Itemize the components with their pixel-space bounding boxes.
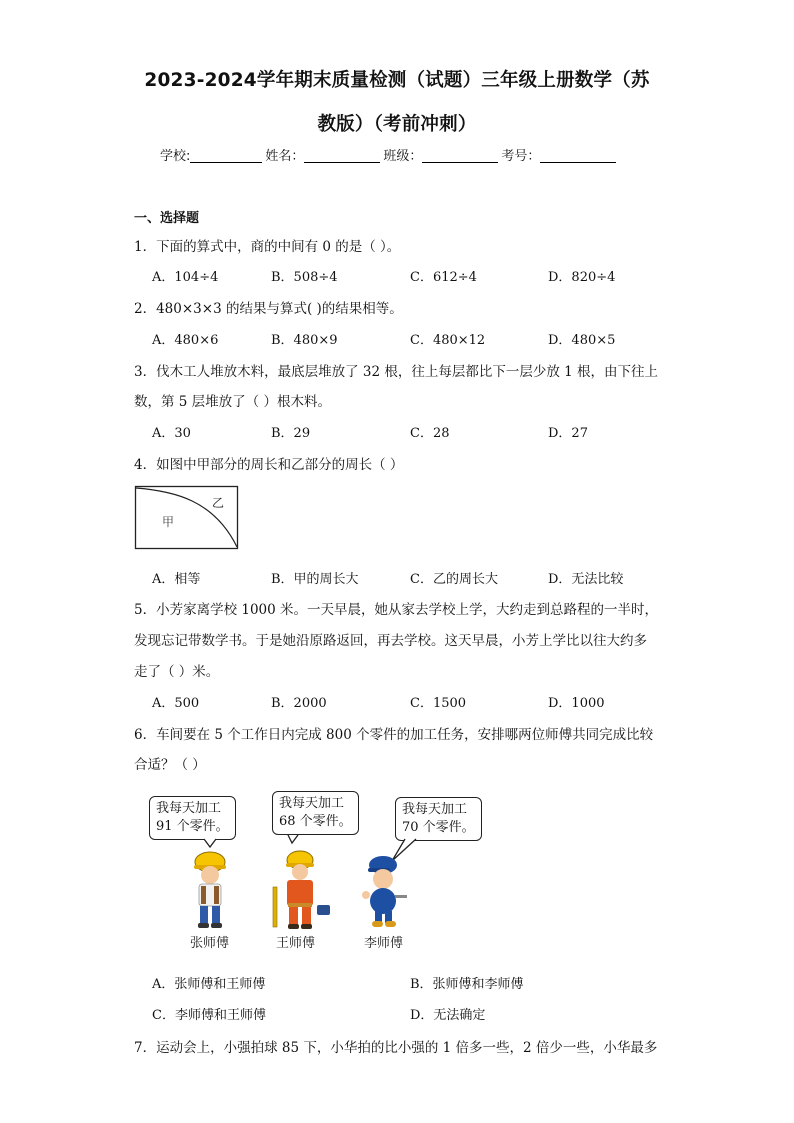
worker3-say-line1: 我每天加工: [402, 802, 468, 817]
worker2-icon: [273, 851, 330, 929]
student-info-row: [160, 145, 619, 164]
question-5-stem-line2: 发现忘记带数学书。于是她沿原路返回，再去学校。这天早晨，小芳上学比以往大约多: [134, 633, 647, 649]
worker2-speech-bubble: [272, 791, 359, 835]
q6-option-d: D．无法确定: [410, 1008, 486, 1023]
q1-option-b: B．508÷4: [271, 270, 338, 285]
q5-option-a: A．500: [152, 696, 200, 711]
section-title: 一、选择题: [134, 211, 200, 226]
bubble2-tail: [288, 835, 298, 843]
q6-option-a: A．张师傅和王师傅: [152, 977, 266, 992]
worker1-name: 张师傅: [190, 936, 230, 951]
bubble1-tail: [204, 839, 216, 847]
q2-option-c: C．480×12: [410, 333, 486, 348]
q3-option-a: A．30: [152, 426, 191, 441]
name-label: 姓名：: [265, 149, 305, 164]
q4-label-jia: 甲: [162, 515, 175, 529]
question-5-stem-line1: 5．小芳家离学校 1000 米。一天早晨，她从家去学校上学，大约走到总路程的一半时，: [134, 602, 659, 618]
q4-option-c: C．乙的周长大: [410, 572, 498, 587]
q2-option-a: A．480×6: [152, 333, 219, 348]
question-4-stem: 4．如图中甲部分的周长和乙部分的周长（ ）: [134, 457, 404, 473]
worker1-speech-bubble: [149, 796, 236, 840]
workers-illustration: [180, 835, 440, 935]
q1-option-d: D．820÷4: [548, 270, 616, 285]
q4-label-yi: 乙: [212, 496, 225, 510]
number-blank: [540, 148, 616, 163]
worker1-say-line2: 91 个零件。: [156, 819, 229, 834]
worker2-name: 王师傅: [276, 936, 316, 951]
q6-option-c: C．李师傅和王师傅: [152, 1008, 266, 1023]
bubble3-tail: [392, 839, 416, 861]
q1-option-c: C．612÷4: [410, 270, 477, 285]
q4-figure: [134, 485, 240, 551]
worker1-say-line1: 我每天加工: [156, 801, 222, 816]
q6-option-b: B．张师傅和李师傅: [410, 977, 524, 992]
question-6-stem-line2: 合适？（ ）: [134, 757, 206, 773]
q5-option-d: D．1000: [548, 696, 605, 711]
q4-option-b: B．甲的周长大: [271, 572, 359, 587]
question-5-stem-line3: 走了（ ）米。: [134, 664, 220, 680]
worker3-name: 李师傅: [364, 936, 404, 951]
q3-option-c: C．28: [410, 426, 450, 441]
q1-option-a: A．104÷4: [152, 270, 219, 285]
worker2-say-line2: 68 个零件。: [279, 814, 352, 829]
question-2-stem: 2．480×3×3 的结果与算式( )的结果相等。: [134, 301, 403, 317]
question-7-stem: 7．运动会上，小强拍球 85 下，小华拍的比小强的 1 倍多一些，2 倍少一些，小华最多: [134, 1040, 658, 1056]
name-blank: [304, 148, 380, 163]
class-blank: [422, 148, 498, 163]
worker2-say-line1: 我每天加工: [279, 796, 345, 811]
question-1-stem: 1．下面的算式中，商的中间有 0 的是（ ）。: [134, 239, 401, 255]
class-label: 班级：: [383, 149, 423, 164]
school-blank: [190, 148, 262, 163]
exam-title-line2: 教版）（考前冲刺）: [317, 114, 477, 135]
question-3-stem-line2: 数，第 5 层堆放了（ ）根木料。: [134, 394, 331, 410]
school-label: 学校:: [160, 149, 191, 164]
number-label: 考号：: [501, 149, 541, 164]
worker1-icon: [194, 852, 226, 928]
q3-option-b: B．29: [271, 426, 311, 441]
q2-option-b: B．480×9: [271, 333, 338, 348]
q5-option-c: C．1500: [410, 696, 467, 711]
q5-option-b: B．2000: [271, 696, 327, 711]
question-3-stem-line1: 3．伐木工人堆放木料，最底层堆放了 32 根，往上每层都比下一层少放 1 根，由下往上: [134, 364, 659, 380]
worker3-say-line2: 70 个零件。: [402, 820, 475, 835]
question-6-stem-line1: 6．车间要在 5 个工作日内完成 800 个零件的加工任务，安排哪两位师傅共同完成比较: [134, 727, 654, 743]
q3-option-d: D．27: [548, 426, 588, 441]
q4-option-a: A．相等: [152, 572, 201, 587]
q2-option-d: D．480×5: [548, 333, 616, 348]
q4-option-d: D．无法比较: [548, 572, 624, 587]
exam-title-line1: 2023-2024学年期末质量检测（试题）三年级上册数学（苏: [144, 70, 650, 91]
worker3-icon: [362, 856, 407, 927]
